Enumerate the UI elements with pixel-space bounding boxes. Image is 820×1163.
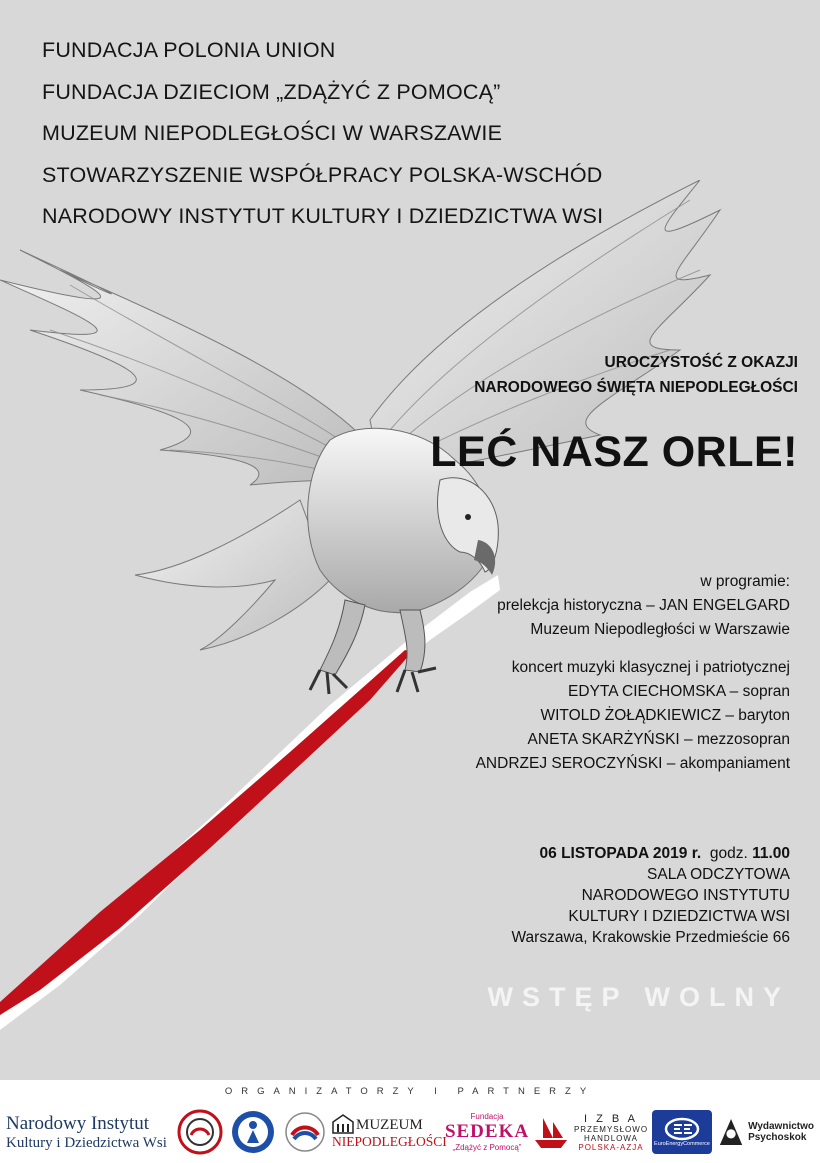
nikdw-line1: Narodowy Instytut: [6, 1112, 150, 1134]
euroenergy-logo: [650, 1104, 714, 1160]
performer: ANDRZEJ SEROCZYŃSKI – akompaniament: [475, 755, 790, 772]
program-block: [476, 570, 790, 776]
event-details: [511, 843, 790, 948]
psychoskok-line2: Psychoskok: [748, 1132, 807, 1143]
event-subtitle-line2: NARODOWEGO ŚWIĘTA NIEPODLEGŁOŚCI: [474, 379, 798, 396]
polonia-union-logo: [174, 1104, 226, 1160]
psychoskok-logo: [718, 1104, 814, 1160]
event-date: 06 LISTOPADA 2019 r.: [539, 845, 702, 862]
child-help-icon: [230, 1109, 276, 1155]
izba-line1: I Z B A: [583, 1112, 638, 1125]
partners-title: ORGANIZATORZY I PARTNERZY: [224, 1086, 596, 1097]
sedeka-name: SEDEKA: [444, 1121, 530, 1142]
program-heading: w programie:: [700, 573, 790, 590]
sedeka-logo: [444, 1104, 530, 1160]
address-line: Warszawa, Krakowskie Przedmieście 66: [511, 929, 790, 946]
fundacja-dzieciom-logo: [228, 1104, 278, 1160]
cooperation-icon: [284, 1111, 326, 1153]
date-time-line: [511, 843, 790, 864]
sedeka-motto: „Zdążyć z Pomocą”: [452, 1143, 522, 1152]
psychoskok-line1: Wydawnictwo: [748, 1121, 814, 1132]
ship-icon: [531, 1112, 571, 1152]
venue-line: SALA ODCZYTOWA: [647, 866, 790, 883]
performer: WITOLD ŻOŁĄDKIEWICZ – baryton: [540, 707, 790, 724]
nikdw-line2: Kultury i Dziedzictwa Wsi: [6, 1134, 167, 1151]
organizer-line: FUNDACJA DZIECIOM „ZDĄŻYĆ Z POMOCĄ”: [42, 79, 501, 104]
nikdw-logo: [6, 1104, 172, 1160]
program-concert: koncert muzyki klasycznej i patriotycznej: [511, 659, 790, 676]
venue-line: NARODOWEGO INSTYTUTU: [581, 887, 790, 904]
izba-line3: HANDLOWA: [584, 1133, 638, 1143]
muzeum-niepodleglosci-logo: [332, 1104, 447, 1160]
organizer-line: STOWARZYSZENIE WSPÓŁPRACY POLSKA-WSCHÓD: [42, 162, 603, 187]
time-label: godz.: [709, 845, 748, 862]
izba-line4: POLSKA-AZJA: [578, 1142, 644, 1152]
muzeum-line1: MUZEUM: [356, 1117, 423, 1133]
event-title: LEĆ NASZ ORLE!: [430, 428, 798, 476]
venue-line: KULTURY I DZIEDZICTWA WSI: [568, 908, 790, 925]
muzeum-line2: NIEPODLEGŁOŚCI: [332, 1134, 447, 1149]
polonia-union-icon: [177, 1109, 223, 1155]
event-time: 11.00: [752, 845, 790, 862]
event-subtitle-line1: UROCZYSTOŚĆ Z OKAZJI: [604, 354, 798, 371]
partners-footer: [0, 1080, 820, 1163]
performer: EDYTA CIECHOMSKA – sopran: [568, 683, 790, 700]
free-entry-text: WSTĘP WOLNY: [487, 982, 790, 1012]
euroenergy-icon: [664, 1117, 700, 1141]
performer: ANETA SKARŻYŃSKI – mezzosopran: [527, 731, 790, 748]
organizers-list: [42, 38, 603, 246]
izba-line2: PRZEMYSŁOWO: [573, 1124, 649, 1134]
event-subtitle: [474, 350, 798, 400]
psychoskok-icon: [718, 1116, 744, 1148]
museum-building-icon: [332, 1114, 354, 1134]
organizer-line: NARODOWY INSTYTUT KULTURY I DZIEDZICTWA WSI: [42, 204, 604, 228]
junk-ship-logo: [528, 1104, 574, 1160]
spacer: [476, 642, 790, 656]
sedeka-small: Fundacja: [470, 1112, 504, 1121]
program-lecture-org: Muzeum Niepodległości w Warszawie: [530, 621, 790, 638]
program-lecture: prelekcja historyczna – JAN ENGELGARD: [497, 597, 790, 614]
stowarzyszenie-logo: [282, 1104, 328, 1160]
organizer-line: FUNDACJA POLONIA UNION: [42, 38, 336, 62]
organizer-line: MUZEUM NIEPODLEGŁOŚCI W WARSZAWIE: [42, 121, 503, 145]
euroenergy-name: EuroEnergyCommerce: [654, 1141, 710, 1147]
izba-logo: [573, 1104, 649, 1160]
